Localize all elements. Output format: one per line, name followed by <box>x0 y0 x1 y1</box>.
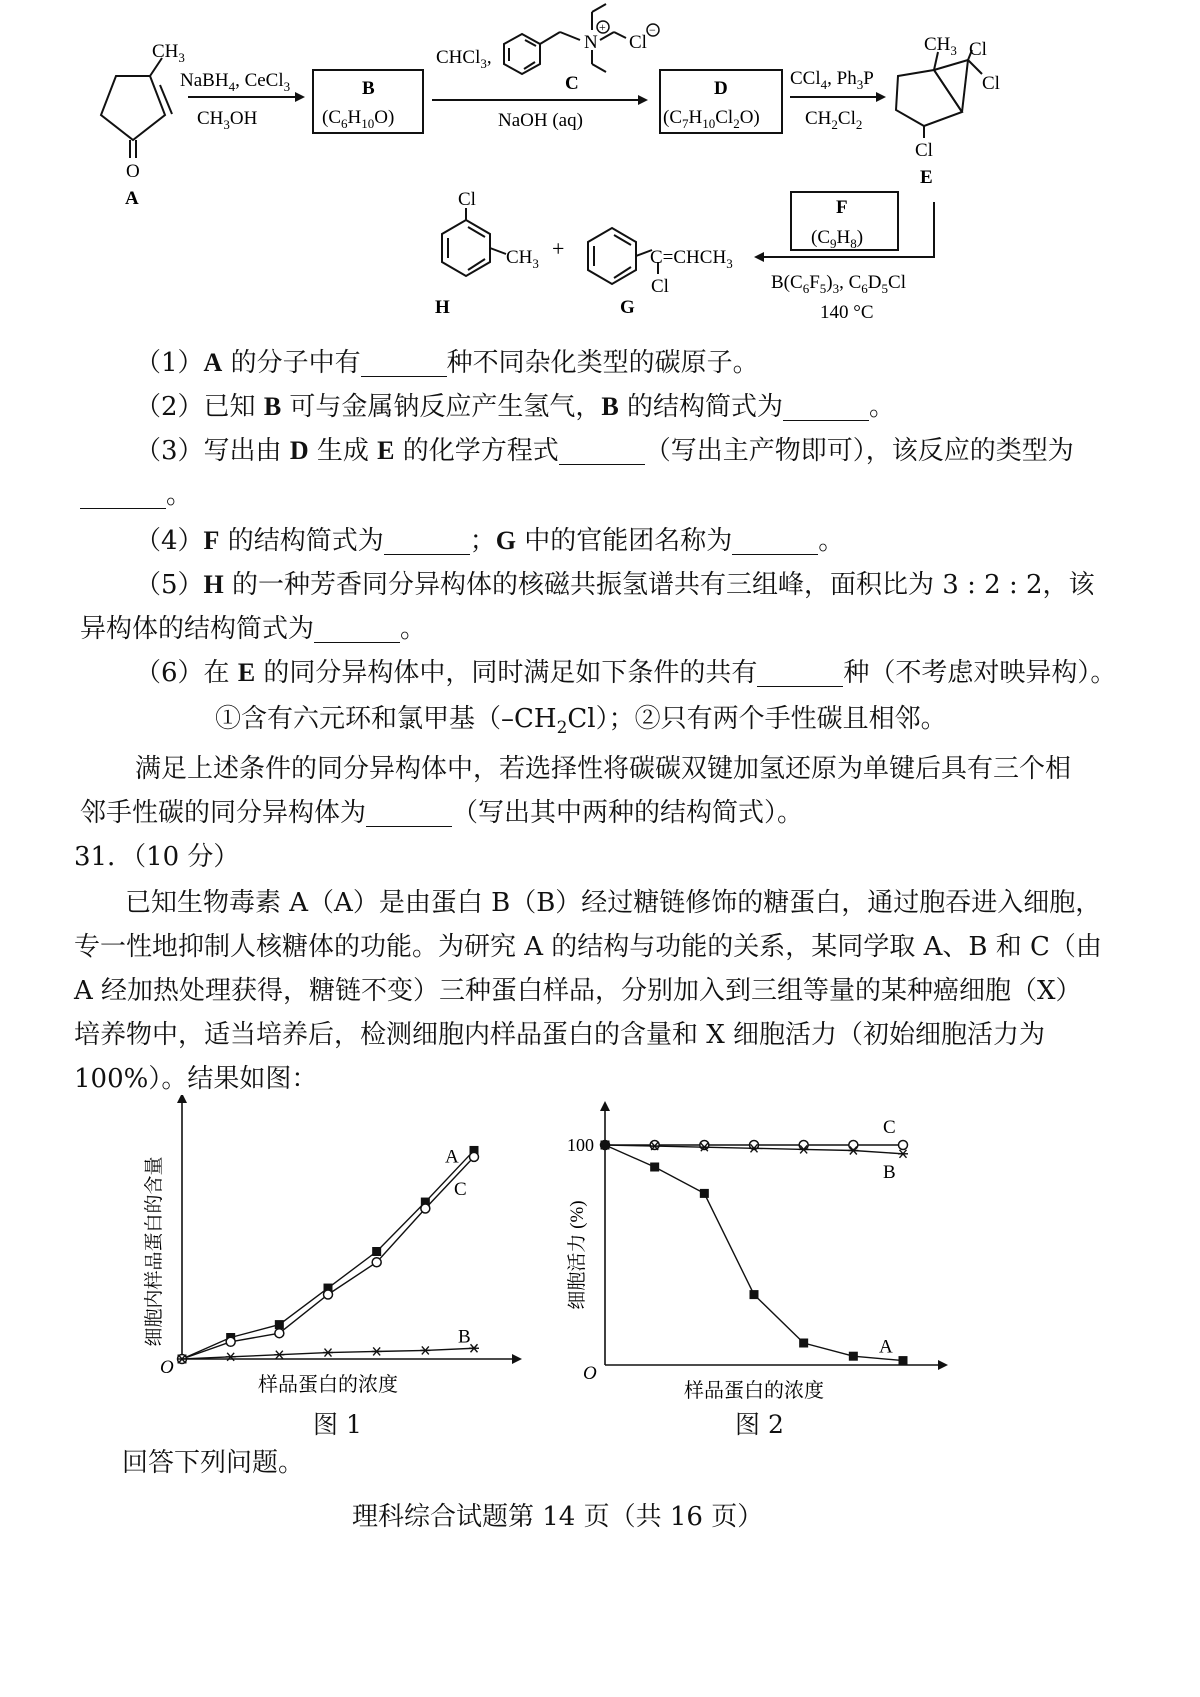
point-C-6 <box>899 1141 908 1150</box>
point-A-3 <box>750 1290 759 1299</box>
question-4: （4）F 的结构简式为 ；G 中的官能团名称为 。 <box>135 526 845 556</box>
q31-para-5: 100%）。结果如图： <box>74 1064 318 1094</box>
compound-A <box>101 58 172 158</box>
F-formula: $(C_9H_8)$ <box>811 227 864 251</box>
figure-1-caption: 图 1 <box>313 1410 362 1439</box>
F-label: F <box>836 197 848 218</box>
question-3: （3）写出由 D 生成 E 的化学方程式 （写出主产物即可），该反应的类型为 <box>135 436 1074 466</box>
step1-bottom: $CH_3OH$ <box>197 108 258 132</box>
point-B-5 <box>420 1346 430 1354</box>
series-label-B: B <box>883 1161 896 1183</box>
arrow-3-head <box>876 92 886 102</box>
point-A-4 <box>372 1247 381 1256</box>
point-B-6 <box>898 1150 908 1158</box>
point-A-4 <box>799 1339 808 1348</box>
answer-blank[interactable] <box>384 528 470 555</box>
point-A-2 <box>700 1189 709 1198</box>
series-label-B: B <box>458 1326 471 1348</box>
series-label-A: A <box>879 1336 893 1358</box>
question-6-tail-1: 满足上述条件的同分异构体中，若选择性将碳碳双键加氢还原为单键后具有三个相 <box>135 754 1072 784</box>
origin-label: O <box>583 1363 597 1384</box>
chart-figure-1 <box>140 1095 560 1440</box>
q31-para-1: 已知生物毒素 A（A）是由蛋白 B（B）经过糖链修饰的糖蛋白，通过胞吞进入细胞， <box>125 888 1102 918</box>
A-oxygen: O <box>126 161 140 182</box>
point-C-4 <box>372 1258 381 1267</box>
E-cl-2: Cl <box>982 73 1000 94</box>
B-label: B <box>362 78 375 99</box>
G-label: G <box>620 297 635 318</box>
answer-blank[interactable] <box>559 438 645 465</box>
point-A-1 <box>650 1163 659 1172</box>
series-line-C <box>182 1157 474 1359</box>
step3-bottom: $CH_2Cl_2$ <box>805 108 863 132</box>
point-A-2 <box>275 1320 284 1329</box>
point-A-0 <box>601 1141 610 1150</box>
point-C-3 <box>324 1290 333 1299</box>
point-B-4 <box>372 1347 382 1355</box>
step2-chcl3: CHCl$_3$, <box>436 47 492 71</box>
step3-top: CCl$_4$, $Ph_3P$ <box>790 68 874 92</box>
answer-blank[interactable] <box>757 660 843 687</box>
reaction-scheme <box>0 0 1200 345</box>
answer-blank[interactable] <box>361 350 447 377</box>
H-cl: Cl <box>458 189 476 210</box>
step4-catalyst: $B(C_6F_5)_3$, $C_6D_5Cl$ <box>771 272 906 296</box>
compound-E <box>896 50 982 138</box>
answer-blank[interactable] <box>732 528 818 555</box>
series-line-A <box>182 1150 474 1359</box>
question-2: （2）已知 B 可与金属钠反应产生氢气，B 的结构简式为 。 <box>135 392 896 422</box>
arrow-4-head <box>754 252 764 262</box>
answer-blank[interactable] <box>80 482 166 509</box>
q31-para-2: 专一性地抑制人核糖体的功能。为研究 A 的结构与功能的关系，某同学取 A、B 和 C（由 <box>74 932 1102 962</box>
C-plus: + <box>599 20 606 34</box>
y-axis-arrow <box>600 1101 610 1111</box>
question-3-cont: 。 <box>80 478 1130 512</box>
point-A-6 <box>899 1356 908 1365</box>
B-formula: $(C_6H_{10}O)$ <box>322 107 395 131</box>
E-methyl: $CH_3$ <box>924 34 957 58</box>
point-C-4 <box>799 1141 808 1150</box>
figure-2-caption: 图 2 <box>735 1410 784 1439</box>
y-tick-label: 100 <box>567 1135 594 1155</box>
step1-top: NaBH$_4$, CeCl$_3$ <box>180 70 291 94</box>
y-axis-label: 细胞活力 (%) <box>567 1200 588 1310</box>
point-B-2 <box>274 1351 284 1359</box>
E-label: E <box>920 167 933 188</box>
question-5-cont: 异构体的结构简式为 。 <box>80 614 427 644</box>
series-label-A: A <box>445 1146 459 1168</box>
q31-para-3: A 经加热处理获得，糖链不变）三种蛋白样品，分别加入到三组等量的某种癌细胞（X） <box>74 976 1082 1006</box>
compound-G <box>588 228 658 284</box>
answer-blank[interactable] <box>783 394 869 421</box>
q31-para-4: 培养物中，适当培养后，检测细胞内样品蛋白的含量和 X 细胞活力（初始细胞活力为 <box>74 1020 1046 1050</box>
point-A-5 <box>849 1352 858 1361</box>
q31-header: 31．（10 分） <box>74 842 240 872</box>
page-footer: 理科综合试题第 14 页（共 16 页） <box>352 1502 764 1532</box>
step2-naoh: NaOH (aq) <box>498 110 583 131</box>
x-axis-arrow <box>938 1360 948 1370</box>
point-C-5 <box>849 1141 858 1150</box>
arrow-2-head <box>638 95 648 105</box>
step4-temp: 140 °C <box>820 302 874 323</box>
H-label: H <box>435 297 450 318</box>
C-chloride: Cl <box>629 32 647 53</box>
C-label: C <box>565 73 579 94</box>
point-C-5 <box>421 1204 430 1213</box>
point-C-2 <box>275 1329 284 1338</box>
D-formula: $(C_7H_{10}Cl_2O)$ <box>663 107 760 131</box>
A-label: A <box>125 188 139 209</box>
question-6: （6）在 E 的同分异构体中，同时满足如下条件的共有 种（不考虑对映异构）。 <box>135 658 1117 688</box>
answer-prompt: 回答下列问题。 <box>122 1448 305 1478</box>
point-C-1 <box>226 1337 235 1346</box>
point-B-3 <box>323 1349 333 1357</box>
G-cl: Cl <box>651 276 669 297</box>
D-label: D <box>714 78 728 99</box>
x-axis-label: 样品蛋白的浓度 <box>258 1374 398 1396</box>
x-axis-arrow <box>512 1354 522 1364</box>
series-line-A <box>605 1145 903 1361</box>
series-label-C: C <box>454 1178 467 1200</box>
y-axis-label: 细胞内样品蛋白的含量 <box>144 1156 165 1347</box>
question-5: （5）H 的一种芳香同分异构体的核磁共振氢谱共有三组峰，面积比为 3 : 2 : 2，该 <box>135 570 1095 600</box>
E-cl-1: Cl <box>969 39 987 60</box>
series-label-C: C <box>883 1117 896 1138</box>
question-6-tail-2: 邻手性碳的同分异构体为 （写出其中两种的结构简式）。 <box>80 798 804 828</box>
C-minus: − <box>649 23 656 37</box>
A-methyl: $CH_3$ <box>152 41 185 65</box>
arrow-1-head <box>295 92 305 102</box>
H-methyl: $CH_3$ <box>506 247 539 271</box>
plus-sign: + <box>552 236 565 261</box>
question-6-conditions: ①含有六元环和氯甲基$(-CH_2Cl)$；②只有两个手性碳且相邻。 <box>215 704 947 739</box>
y-axis-arrow <box>177 1095 187 1103</box>
origin-label: O <box>160 1357 174 1378</box>
answer-blank[interactable] <box>366 800 452 827</box>
answer-blank[interactable] <box>314 616 400 643</box>
chart-figure-2 <box>560 1095 980 1440</box>
E-cl-3: Cl <box>915 140 933 161</box>
question-1: （1）A 的分子中有 种不同杂化类型的碳原子。 <box>135 348 759 378</box>
compound-H <box>442 208 506 276</box>
point-C-6 <box>470 1152 479 1161</box>
G-chain: $C=CHCH_3$ <box>650 247 733 271</box>
C-nitrogen: N <box>584 32 598 53</box>
x-axis-label: 样品蛋白的浓度 <box>684 1380 824 1402</box>
